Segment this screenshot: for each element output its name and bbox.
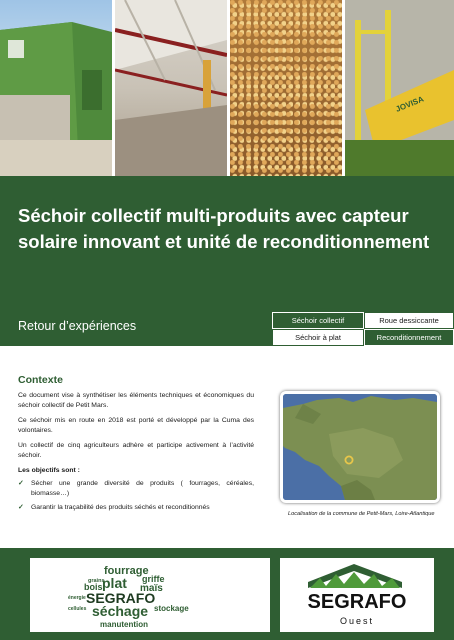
segrafo-logo: [280, 558, 434, 632]
svg-text:JOVISA: JOVISA: [394, 94, 425, 114]
word-cellules: cellules: [68, 606, 87, 612]
page-title: Séchoir collectif multi-produits avec capteur solaire innovant et unité de reconditionnement: [18, 205, 430, 252]
photo-handling-machine: [345, 0, 454, 176]
word-cloud-panel: [30, 558, 270, 632]
segrafo-logo-mark: [280, 558, 434, 632]
objectives-label: Les objectifs sont :: [18, 467, 80, 474]
page-subtitle: Retour d’expériences: [18, 319, 137, 333]
tab-sechoir-collectif[interactable]: Séchoir collectif: [272, 312, 364, 329]
word-bois: bois: [84, 582, 103, 592]
context-paragraph: Ce séchoir mis en route en 2018 est porté et développé par la Cuma des volontaires.: [18, 417, 254, 434]
photo-dryer-interior: [115, 0, 227, 176]
context-paragraph: Ce document vise à synthétiser les éléments techniques et économiques du séchoir collectif de Petit Mars.: [18, 392, 254, 409]
list-item: [18, 479, 254, 499]
checkmark-icon: ✓: [18, 480, 24, 487]
topic-tabs: [272, 312, 454, 346]
dryer-interior-illustration: [115, 0, 227, 176]
logo-tagline: Ouest: [339, 616, 375, 626]
location-map: [280, 391, 440, 503]
objective-text: Garantir la traçabilité des produits séchés et reconditionnés: [31, 504, 210, 511]
tab-roue-dessiccante[interactable]: Roue dessiccante: [364, 312, 454, 329]
photo-strip: [0, 0, 454, 176]
word-stockage: stockage: [154, 604, 189, 613]
photo-grains: [230, 0, 342, 176]
word-sechage: séchage: [92, 603, 149, 619]
context-paragraph: Un collectif de cinq agriculteurs adhère et participe activement à l’activité séchoir.: [18, 442, 254, 459]
tab-reconditionnement[interactable]: Reconditionnement: [364, 329, 454, 346]
tab-sechoir-a-plat[interactable]: Séchoir à plat: [272, 329, 364, 346]
handling-machine-illustration: [345, 0, 454, 176]
list-item: [18, 503, 254, 513]
dryer-building-illustration: [0, 0, 112, 176]
map-caption: Localisation de la commune de Petit-Mars, Loire-Atlantique: [288, 511, 435, 517]
word-grains: grains: [88, 578, 105, 584]
word-plat: plat: [102, 575, 127, 591]
word-cloud: [30, 558, 270, 632]
objective-text: Sécher une grande diversité de produits ( fourrages, céréales, biomasse…): [31, 480, 254, 497]
word-segrafo: SEGRAFO: [86, 590, 156, 606]
word-manutention: manutention: [100, 620, 148, 629]
photo-dryer-building: [0, 0, 112, 176]
word-griffe: griffe: [142, 574, 165, 584]
word-energie: énergie: [68, 595, 86, 601]
context-body: [18, 391, 254, 517]
word-fourrage: fourrage: [104, 565, 149, 577]
context-heading: Contexte: [18, 374, 63, 386]
map-illustration: [283, 394, 437, 500]
objectives-list: [18, 479, 254, 513]
logo-name: SEGRAFO: [307, 591, 407, 613]
word-mais: maïs: [140, 583, 163, 594]
checkmark-icon: ✓: [18, 504, 24, 511]
